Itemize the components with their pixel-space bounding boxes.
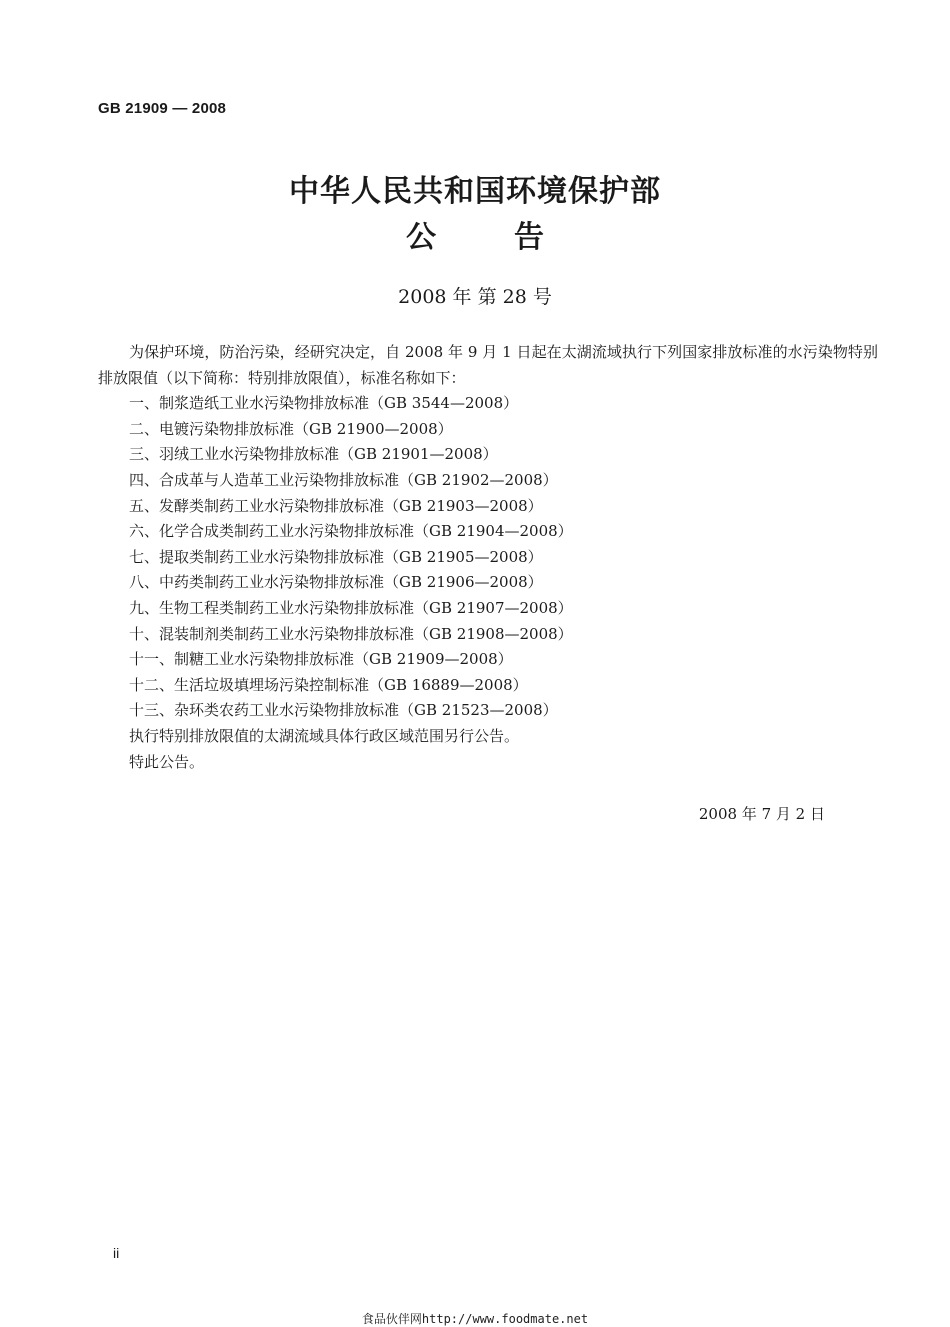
list-item: 三、羽绒工业水污染物排放标准（GB 21901—2008） — [129, 445, 498, 464]
list-item: 二、电镀污染物排放标准（GB 21900—2008） — [129, 419, 453, 438]
list-item: 十二、生活垃圾填埋场污染控制标准（GB 16889—2008） — [129, 675, 528, 694]
site-watermark: 食品伙伴网http://www.foodmate.net — [361, 1312, 589, 1326]
standard-code: GB 21909 — 2008 — [98, 100, 227, 117]
notice-number: 2008 年 第 28 号 — [398, 286, 552, 308]
list-item: 六、化学合成类制药工业水污染物排放标准（GB 21904—2008） — [129, 522, 573, 541]
page-number: ii — [113, 1245, 120, 1261]
notice-date: 2008 年 7 月 2 日 — [698, 805, 825, 823]
intro-paragraph: 为保护环境，防治污染，经研究决定，自 2008 年 9 月 1 日起在太湖流域执行下列国家排放标准的水污染物特别排放限值（以下简称：特别排放限值），标准名称如下： — [98, 343, 878, 387]
notice-body — [98, 340, 878, 775]
notice-title: 公告 — [406, 220, 622, 255]
list-item: 十、混装制剂类制药工业水污染物排放标准（GB 21908—2008） — [129, 624, 573, 643]
standards-list — [98, 391, 878, 724]
list-item: 十一、制糖工业水污染物排放标准（GB 21909—2008） — [129, 650, 513, 669]
closing-line: 特此公告。 — [129, 752, 205, 771]
scope-note: 执行特别排放限值的太湖流域具体行政区域范围另行公告。 — [129, 726, 520, 745]
list-item: 五、发酵类制药工业水污染物排放标准（GB 21903—2008） — [129, 496, 543, 515]
list-item: 七、提取类制药工业水污染物排放标准（GB 21905—2008） — [129, 547, 543, 566]
list-item: 九、生物工程类制药工业水污染物排放标准（GB 21907—2008） — [129, 598, 573, 617]
list-item: 八、中药类制药工业水污染物排放标准（GB 21906—2008） — [129, 573, 543, 592]
list-item: 四、合成革与人造革工业污染物排放标准（GB 21902—2008） — [129, 470, 558, 489]
list-item: 一、制浆造纸工业水污染物排放标准（GB 3544—2008） — [129, 394, 519, 413]
list-item: 十三、杂环类农药工业水污染物排放标准（GB 21523—2008） — [129, 701, 558, 720]
ministry-title: 中华人民共和国环境保护部 — [289, 174, 661, 209]
